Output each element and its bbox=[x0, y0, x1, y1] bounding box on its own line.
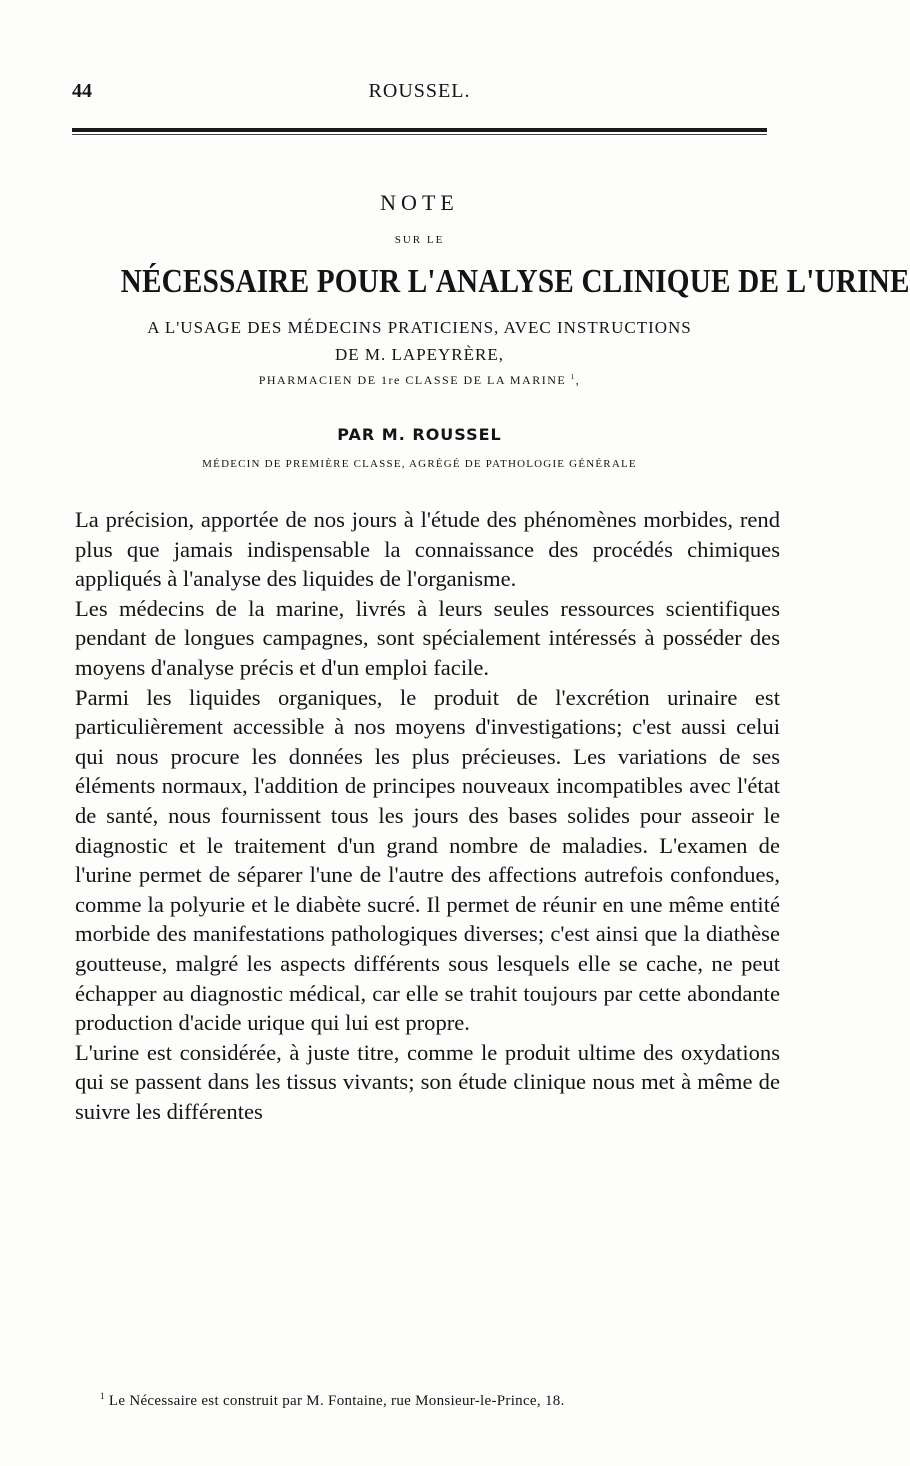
body-paragraph: La précision, apportée de nos jours à l'étude des phénomènes morbides, rend plus que jamais indispensable la connaissance des procédés chimiques appliqués à l'analyse des liquides de l'organisme. bbox=[75, 507, 780, 592]
subtitle-line-2: DE M. LAPEYRÈRE, bbox=[335, 345, 504, 364]
subtitle-line-3-text: PHARMACIEN DE 1re CLASSE DE LA MARINE bbox=[258, 373, 567, 387]
sur-le-label: SUR LE bbox=[394, 234, 445, 246]
header-rule-thin bbox=[72, 134, 767, 135]
footnote bbox=[100, 1391, 780, 1410]
article-title: NÉCESSAIRE POUR L'ANALYSE CLINIQUE DE L'URINE bbox=[120, 263, 910, 300]
subtitle-line-3: PHARMACIEN DE 1re CLASSE DE LA MARINE $^1$, bbox=[258, 373, 581, 387]
page-number: 44 bbox=[72, 80, 92, 102]
body-paragraph: L'urine est considérée, à juste titre, comme le produit ultime des oxydations qui se passent dans les tissus vivants; son étude clinique nous met à même de suivre les différentes bbox=[75, 1039, 780, 1124]
footnote-marker: 1 bbox=[100, 1391, 105, 1401]
note-heading: NOTE bbox=[380, 190, 459, 215]
author-affiliation: MÉDECIN DE PREMIÈRE CLASSE, AGRÉGÉ DE PATHOLOGIE GÉNÉRALE bbox=[202, 458, 637, 470]
body-paragraph: Parmi les liquides organiques, le produit de l'excrétion urinaire est particulièrement accessible à nos moyens d'investigations; c'est aussi celui qui nous procure les données les plus précieuses. Les variations de ses éléments normaux, l'addition de principes nouveaux incompatibles avec l'état de santé, nous fournissent tous les jours des bases solides pour asseoir le diagnostic et le traitement d'un grand nombre de maladies. L'examen de l'urine permet de séparer l'une de l'autre des affections autrefois confondues, comme la polyurie et le diabète sucré. Il permet de réunir en une même entité morbide des manifestations pathologiques diverses; c'est ainsi que la diathèse goutteuse, malgré les aspects différents sous lesquels elle se cache, ne peut échapper au diagnostic médical, car elle se trahit toujours par cette abondante production d'acide urique qui lui est propre. bbox=[75, 684, 780, 1036]
author-byline: PAR M. ROUSSEL bbox=[337, 425, 502, 444]
header-rule bbox=[72, 128, 767, 132]
footnote-text: Le Nécessaire est construit par M. Fontaine, rue Monsieur-le-Prince, 18. bbox=[108, 1393, 565, 1409]
running-title: ROUSSEL. bbox=[368, 80, 471, 102]
article-body bbox=[75, 505, 780, 1126]
running-head bbox=[72, 80, 767, 110]
subtitle-line-1: A L'USAGE DES MÉDECINS PRATICIENS, AVEC INSTRUCTIONS bbox=[147, 318, 692, 337]
subtitle-footnote-marker: 1 bbox=[570, 373, 576, 381]
body-paragraph: Les médecins de la marine, livrés à leurs seules ressources scientifiques pendant de longues campagnes, sont spécialement intéressés à posséder des moyens d'analyse précis et d'un emploi facile. bbox=[75, 595, 780, 680]
